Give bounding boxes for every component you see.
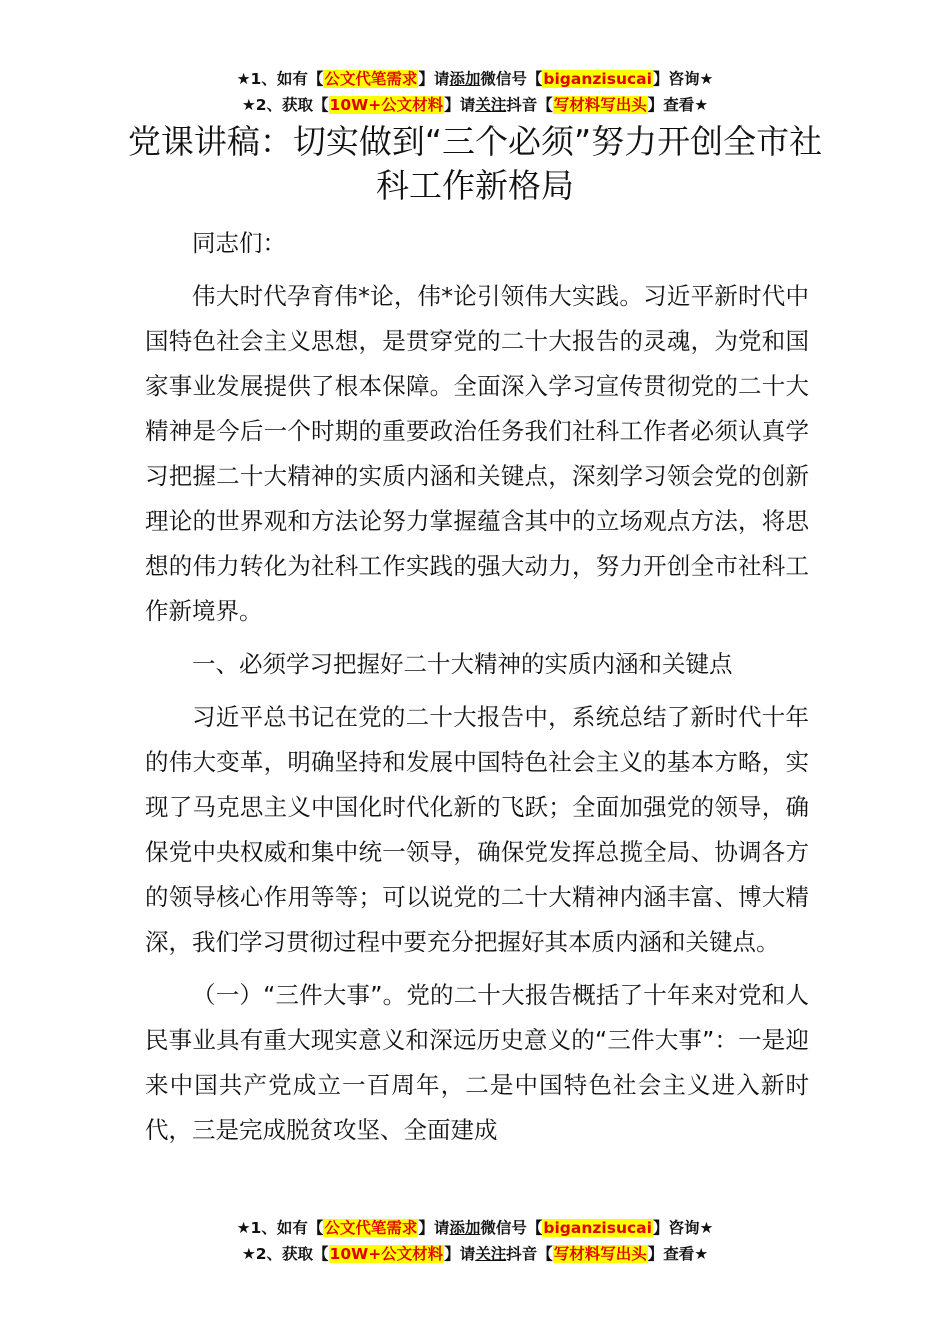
- promo-line-2: ★2、获取【10W+公文材料】请关注抖音【写材料写出头】查看★: [241, 96, 709, 114]
- promo-banner-bottom: [0, 1215, 950, 1267]
- promo-highlight: 10W+公文材料: [329, 96, 444, 114]
- wechat-id-highlight: biganzisucai: [543, 70, 652, 88]
- promo-line-2: ★2、获取【10W+公文材料】请关注抖音【写材料写出头】查看★: [241, 1245, 709, 1263]
- promo-line-1: ★1、如有【公文代笔需求】请添加微信号【biganzisucai】咨询★: [236, 70, 714, 88]
- promo-line-1: ★1、如有【公文代笔需求】请添加微信号【biganzisucai】咨询★: [236, 1219, 714, 1237]
- promo-highlight: 10W+公文材料: [329, 1245, 444, 1263]
- promo-banner-top: [0, 66, 950, 118]
- promo-highlight: 公文代笔需求: [324, 70, 418, 88]
- salutation: 同志们：: [192, 229, 286, 257]
- paragraph: 习近平总书记在党的二十大报告中，系统总结了新时代十年的伟大变革，明确坚持和发展中国特色社会主义的基本方略，实现了马克思主义中国化时代化新的飞跃；全面加强党的领导，确保党中央权威和集中统一领导，确保党发挥总揽全局、协调各方的领导核心作用等等；可以说党的二十大精神内涵丰富、博大精深，我们学习贯彻过程中要充分把握好其本质内涵和关键点。: [145, 703, 809, 956]
- document-body: [145, 221, 809, 1153]
- section-heading: 一、必须学习把握好二十大精神的实质内涵和关键点: [192, 650, 733, 678]
- douyin-id-highlight: 写材料写出头: [553, 96, 647, 114]
- wechat-id-highlight: biganzisucai: [543, 1219, 652, 1237]
- douyin-id-highlight: 写材料写出头: [553, 1245, 647, 1263]
- paragraph: 伟大时代孕育伟*论，伟*论引领伟大实践。习近平新时代中国特色社会主义思想，是贯穿党的二十大报告的灵魂，为党和国家事业发展提供了根本保障。全面深入学习宣传贯彻党的二十大精神是今后一个时期的重要政治任务我们社科工作者必须认真学习把握二十大精神的实质内涵和关键点，深刻学习领会党的创新理论的世界观和方法论努力掌握蕴含其中的立场观点方法，将思想的伟力转化为社科工作实践的强大动力，努力开创全市社科工作新境界。: [145, 282, 809, 625]
- document-title: 党课讲稿：切实做到“三个必须”努力开创全市社科工作新格局: [127, 122, 823, 205]
- promo-highlight: 公文代笔需求: [324, 1219, 418, 1237]
- paragraph: （一）“三件大事”。党的二十大报告概括了十年来对党和人民事业具有重大现实意义和深远历史意义的“三件大事”：一是迎来中国共产党成立一百周年，二是中国特色社会主义进入新时代，三是完成脱贫攻坚、全面建成: [145, 981, 809, 1144]
